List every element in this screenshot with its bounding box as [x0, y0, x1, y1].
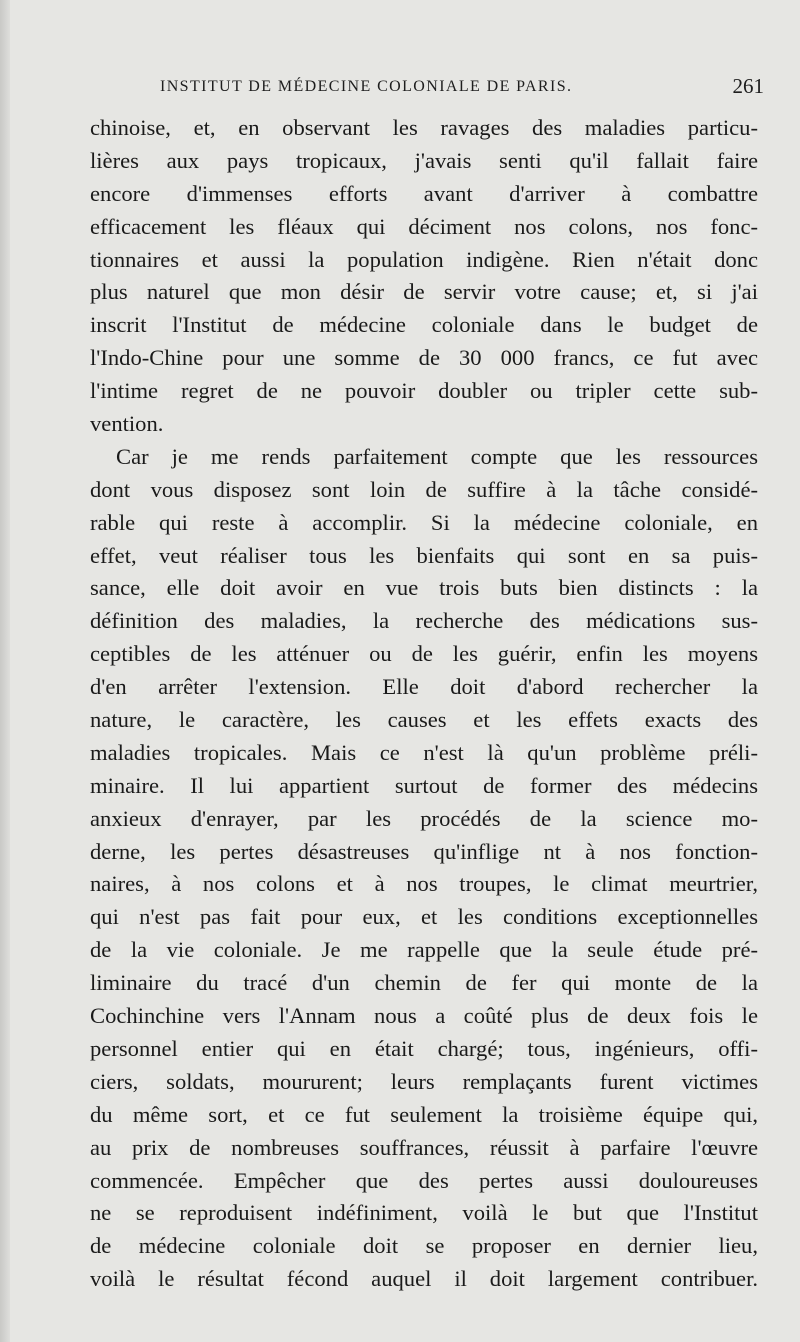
text-line: efficacement les fléaux qui déciment nos colons, nos fonc-: [90, 213, 758, 239]
text-line: Cochinchine vers l'Annam nous a coûté plus de deux fois le: [90, 1003, 758, 1029]
text-line: ceptibles de les atténuer ou de les guérir, enfin les moyens: [90, 641, 758, 667]
text-line: au prix de nombreuses souffrances, réussit à parfaire l'œuvre: [90, 1134, 758, 1160]
text-line: l'intime regret de ne pouvoir doubler ou tripler cette sub-: [90, 378, 758, 404]
text-line: ne se reproduisent indéfiniment, voilà le but que l'Institut: [90, 1200, 758, 1226]
text-line: du même sort, et ce fut seulement la troisième équipe qui,: [90, 1101, 758, 1127]
text-line: l'Indo-Chine pour une somme de 30 000 francs, ce fut avec: [90, 345, 758, 371]
running-head: INSTITUT DE MÉDECINE COLONIALE DE PARIS.: [160, 78, 573, 95]
text-line: minaire. Il lui appartient surtout de former des médecins: [90, 772, 758, 798]
text-line: tionnaires et aussi la population indigène. Rien n'était donc: [90, 246, 758, 272]
text-line: d'en arrêter l'extension. Elle doit d'abord rechercher la: [90, 674, 758, 700]
text-line: de la vie coloniale. Je me rappelle que la seule étude pré-: [90, 937, 758, 963]
page-gutter: [0, 0, 10, 1342]
text-line: effet, veut réaliser tous les bienfaits qui sont en sa puis-: [90, 542, 758, 568]
text-line: encore d'immenses efforts avant d'arriver à combattre: [90, 180, 758, 206]
text-line: nature, le caractère, les causes et les effets exacts des: [90, 707, 758, 733]
text-line: anxieux d'enrayer, par les procédés de la science mo-: [90, 805, 758, 831]
text-line: de médecine coloniale doit se proposer en dernier lieu,: [90, 1233, 758, 1259]
text-line: voilà le résultat fécond auquel il doit largement contribuer.: [90, 1266, 758, 1292]
text-line: qui n'est pas fait pour eux, et les conditions exceptionnelles: [90, 904, 758, 930]
page-number: 261: [732, 74, 764, 98]
paragraph-end-line: vention.: [90, 411, 164, 437]
text-line: liminaire du tracé d'un chemin de fer qui monte de la: [90, 970, 758, 996]
text-line: chinoise, et, en observant les ravages des maladies particu-: [90, 115, 758, 140]
text-line: commencée. Empêcher que des pertes aussi douloureuses: [90, 1167, 758, 1193]
text-line: ciers, soldats, moururent; leurs remplaçants furent victimes: [90, 1068, 758, 1094]
text-line: plus naturel que mon désir de servir votre cause; et, si j'ai: [90, 279, 758, 305]
paragraph-first-line: Car je me rends parfaitement compte que les ressources: [116, 443, 758, 469]
text-line: inscrit l'Institut de médecine coloniale dans le budget de: [90, 312, 758, 338]
text-line: rable qui reste à accomplir. Si la médecine coloniale, en: [90, 509, 758, 535]
body-text: [90, 112, 758, 1296]
text-line: maladies tropicales. Mais ce n'est là qu'un problème préli-: [90, 739, 758, 765]
page-header: [160, 74, 772, 104]
text-line: derne, les pertes désastreuses qu'inflige nt à nos fonction-: [90, 838, 758, 864]
text-line: personnel entier qui en était chargé; tous, ingénieurs, offi-: [90, 1035, 758, 1061]
text-line: dont vous disposez sont loin de suffire à la tâche considé-: [90, 476, 758, 502]
text-line: lières aux pays tropicaux, j'avais senti qu'il fallait faire: [90, 147, 758, 173]
text-line: définition des maladies, la recherche des médications sus-: [90, 608, 758, 634]
text-line: sance, elle doit avoir en vue trois buts bien distincts : la: [90, 575, 758, 601]
text-line: naires, à nos colons et à nos troupes, le climat meurtrier,: [90, 871, 758, 897]
